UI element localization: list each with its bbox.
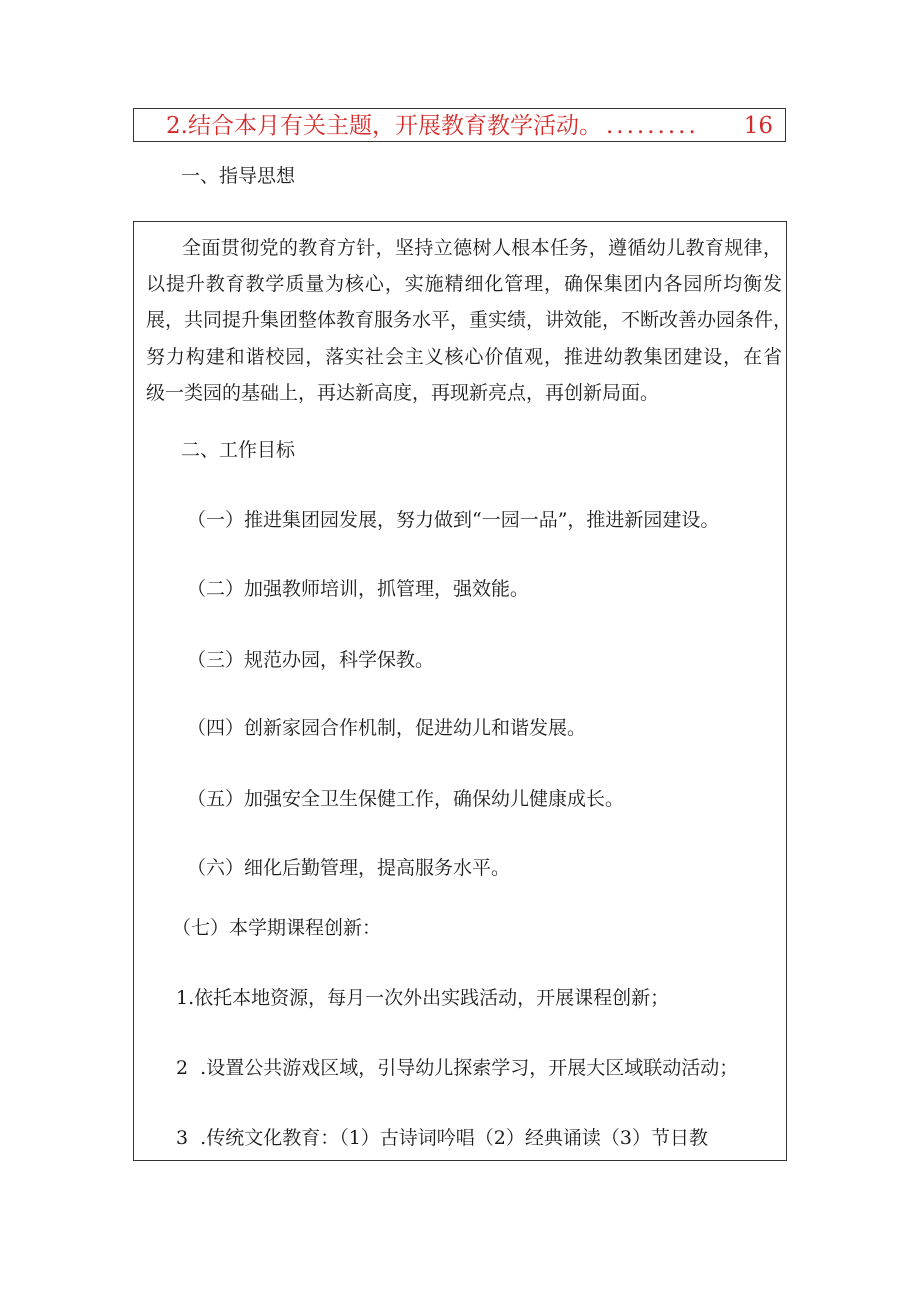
paragraph-line: 以提升教育教学质量为核心，实施精细化管理，确保集团内各园所均衡发 bbox=[146, 273, 782, 296]
toc-page-number: 16 bbox=[743, 113, 773, 139]
course-item-1: 1.依托本地资源，每月一次外出实践活动，开展课程创新； bbox=[176, 987, 670, 1009]
toc-entry-title: 2.结合本月有关主题，开展教育教学活动。 bbox=[166, 113, 602, 139]
toc-leader-dots: ......... bbox=[606, 113, 699, 139]
goal-item-7: （七）本学期课程创新： bbox=[172, 917, 382, 939]
course-item-3: 3 .传统文化教育：（1）古诗词吟唱（2）经典诵读（3）节日教 bbox=[176, 1127, 708, 1149]
guiding-ideology-paragraph bbox=[146, 230, 793, 411]
goal-item-5: （五）加强安全卫生保健工作，确保幼儿健康成长。 bbox=[187, 788, 625, 810]
goal-item-4: （四）创新家园合作机制，促进幼儿和谐发展。 bbox=[187, 717, 587, 739]
goal-item-3: （三）规范办园，科学保教。 bbox=[187, 649, 435, 671]
paragraph-line: 级一类园的基础上，再达新高度，再现新亮点，再创新局面。 bbox=[146, 381, 660, 404]
course-item-2: 2 .设置公共游戏区域，引导幼儿探索学习，开展大区域联动活动； bbox=[176, 1057, 739, 1079]
goal-item-2: （二）加强教师培训，抓管理，强效能。 bbox=[187, 578, 530, 600]
paragraph-line: 努力构建和谐校园，落实社会主义核心价值观，推进幼教集团建设，在省 bbox=[146, 345, 782, 368]
toc-entry[interactable] bbox=[133, 108, 786, 142]
paragraph-line: 展，共同提升集团整体教育服务水平，重实绩，讲效能，不断改善办园条件， bbox=[146, 309, 793, 332]
paragraph-line: 全面贯彻党的教育方针，坚持立德树人根本任务，遵循幼儿教育规律， bbox=[182, 237, 782, 259]
goal-item-6: （六）细化后勤管理，提高服务水平。 bbox=[187, 857, 511, 879]
section-heading-guiding-ideology: 一、指导思想 bbox=[181, 165, 296, 187]
section-heading-work-goals: 二、工作目标 bbox=[181, 439, 296, 461]
goal-item-1: （一）推进集团园发展，努力做到“一园一品”，推进新园建设。 bbox=[187, 509, 720, 531]
